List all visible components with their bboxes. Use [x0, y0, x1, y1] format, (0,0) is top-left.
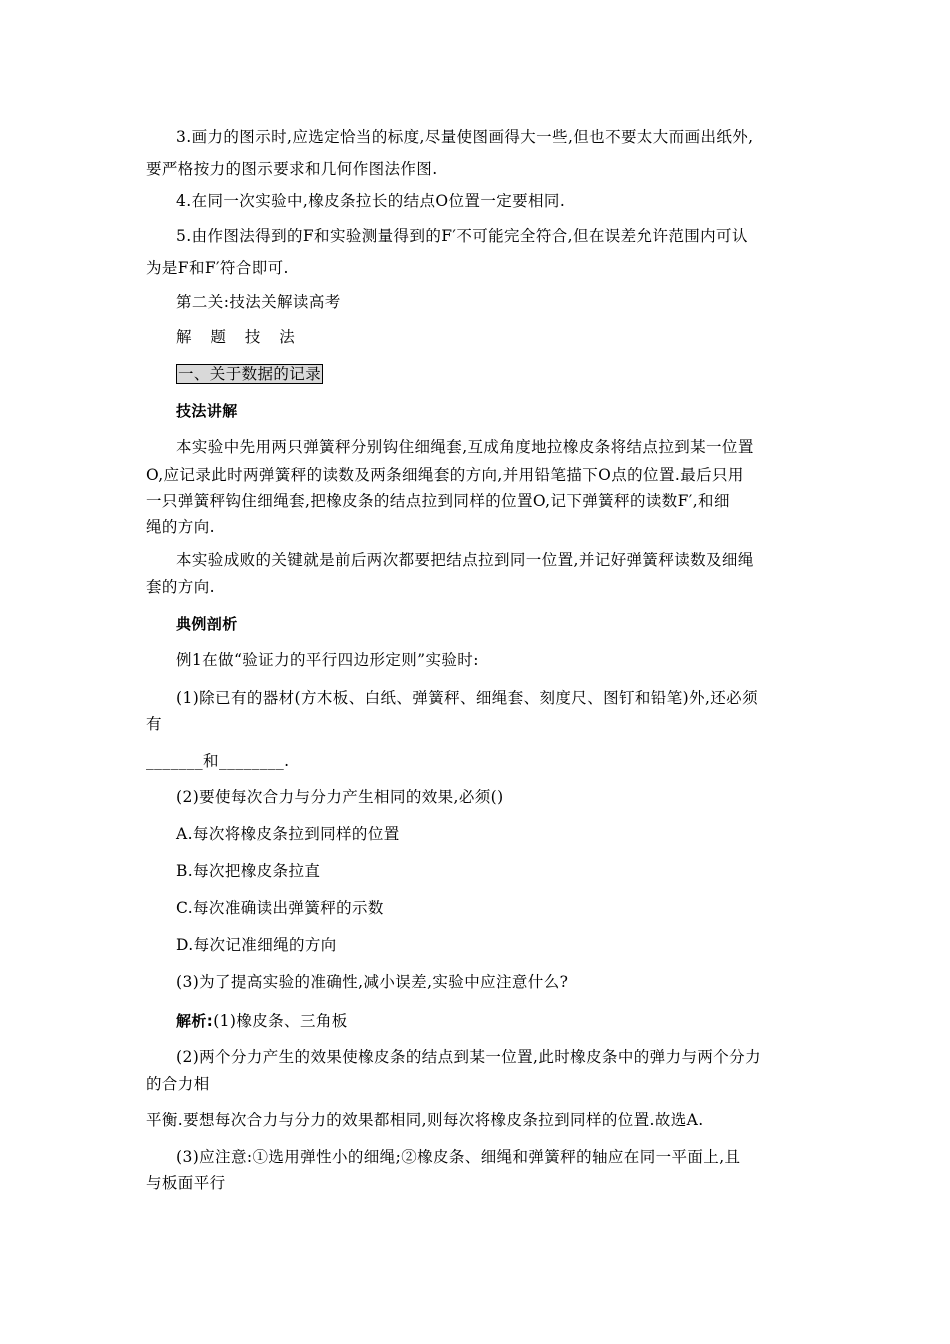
p4-line: 4.在同一次实验中,橡皮条拉长的结点O位置一定要相同.	[176, 192, 566, 210]
option-a: A.每次将橡皮条拉到同样的位置	[176, 825, 400, 843]
p3-line1: 3.画力的图示时,应选定恰当的标度,尽量使图画得大一些,但也不要太大而画出纸外,	[176, 128, 754, 146]
q1-line1: (1)除已有的器材(方木板、白纸、弹簧秤、细绳套、刻度尺、图钉和铅笔)外,还必须	[176, 689, 758, 707]
analysis-a2-line1: (2)两个分力产生的效果使橡皮条的结点到某一位置,此时橡皮条中的弹力与两个分力	[176, 1048, 761, 1066]
q1-line2: 有	[146, 715, 162, 733]
skill-para1-line4: 绳的方向.	[146, 518, 215, 536]
option-d: D.每次记准细绳的方向	[176, 936, 337, 954]
skill-para1-line1: 本实验中先用两只弹簧秤分别钩住细绳套,互成角度地拉橡皮条将结点拉到某一位置	[176, 438, 754, 456]
q1-blank-line: _______和________.	[146, 752, 290, 770]
skill-heading: 技法讲解	[176, 402, 238, 420]
analysis-a2-line2: 的合力相	[146, 1075, 210, 1093]
option-c: C.每次准确读出弹簧秤的示数	[176, 899, 384, 917]
analysis-line1	[176, 1011, 348, 1031]
section2-title: 第二关:技法关解读高考	[176, 293, 341, 311]
analysis-a1: (1)橡皮条、三角板	[213, 1012, 348, 1030]
skill-para1-line3: 一只弹簧秤钩住细绳套,把橡皮条的结点拉到同样的位置O,记下弹簧秤的读数F′,和细	[146, 492, 730, 510]
example1-intro: 例1在做“验证力的平行四边形定则”实验时:	[176, 651, 479, 669]
topic1-title-wrap	[176, 364, 323, 384]
skill-para2-line1: 本实验成败的关键就是前后两次都要把结点拉到同一位置,并记好弹簧秤读数及细绳	[176, 551, 754, 569]
skill-para1-line2: O,应记录此时两弹簧秤的读数及两条细绳套的方向,并用铅笔描下O点的位置.最后只用	[146, 466, 744, 484]
example-heading: 典例剖析	[176, 615, 238, 633]
option-b: B.每次把橡皮条拉直	[176, 862, 321, 880]
p5-line2: 为是F和F′符合即可.	[146, 259, 289, 277]
analysis-a3-line1: (3)应注意:①选用弹性小的细绳;②橡皮条、细绳和弹簧秤的轴应在同一平面上,且	[176, 1148, 741, 1166]
analysis-a3-line2: 与板面平行	[146, 1174, 226, 1192]
analysis-a2-line3: 平衡.要想每次合力与分力的效果都相同,则每次将橡皮条拉到同样的位置.故选A.	[146, 1111, 704, 1129]
q3-line: (3)为了提高实验的准确性,减小误差,实验中应注意什么?	[176, 973, 569, 991]
q2-line: (2)要使每次合力与分力产生相同的效果,必须()	[176, 788, 504, 806]
p3-line2: 要严格按力的图示要求和几何作图法作图.	[146, 160, 438, 178]
p5-line1: 5.由作图法得到的F和实验测量得到的F′不可能完全符合,但在误差允许范围内可认	[176, 227, 748, 245]
skill-para2-line2: 套的方向.	[146, 578, 215, 596]
analysis-label: 解析:	[176, 1012, 214, 1030]
topic1-title: 一、关于数据的记录	[178, 365, 322, 383]
method-title: 解 题 技 法	[176, 328, 302, 346]
